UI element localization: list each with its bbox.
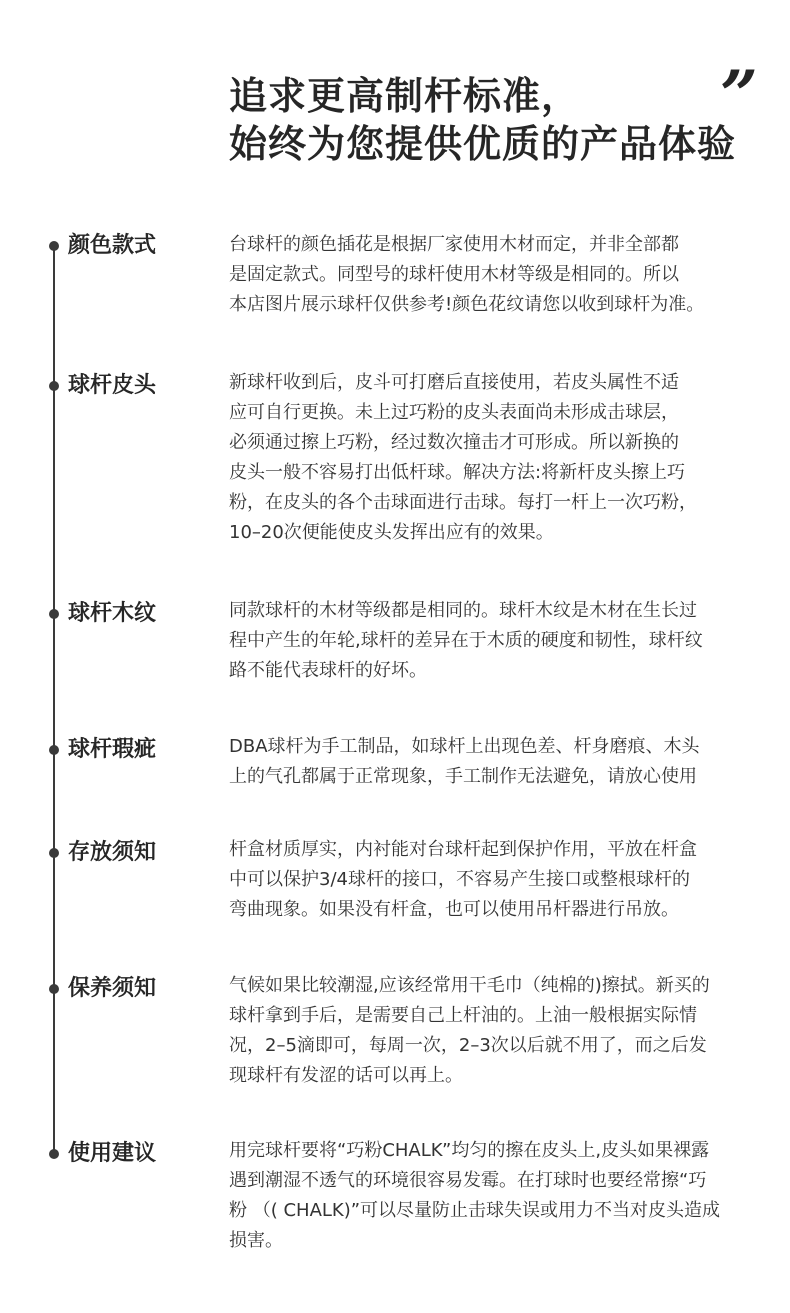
timeline-dot-icon [49, 609, 59, 619]
section-body [229, 732, 777, 792]
body-line: 皮头一般不容易打出低杆球。解决方法:将新杆皮头擦上巧 [229, 462, 686, 483]
body-line: 中可以保护3/4球杆的接口，不容易产生接口或整根球杆的 [229, 869, 690, 890]
section-body [229, 1136, 777, 1256]
headline-line-1: 追求更高制杆标准， [229, 74, 581, 118]
timeline-dot-icon [49, 1149, 59, 1159]
body-line: 粉，在皮头的各个击球面进行击球。每打一杆上一次巧粉， [229, 492, 697, 513]
body-line: 现球杆有发涩的话可以再上。 [229, 1065, 463, 1086]
page-headline [229, 72, 769, 168]
section-title: 球杆皮头 [68, 373, 157, 398]
headline-line-2: 始终为您提供优质的产品体验 [229, 122, 737, 166]
body-line: 路不能代表球杆的好坏。 [229, 660, 427, 681]
body-line: 是固定款式。同型号的球杆使用木材等级是相同的。所以 [229, 264, 679, 285]
body-line: 程中产生的年轮,球杆的差异在于木质的硬度和韧性，球杆纹 [229, 630, 703, 651]
body-line: 弯曲现象。如果没有杆盒，也可以使用吊杆器进行吊放。 [229, 899, 679, 920]
body-line: 同款球杆的木材等级都是相同的。球杆木纹是木材在生长过 [229, 600, 697, 621]
body-line: 粉 （( CHALK)”可以尽量防止击球失误或用力不当对皮头造成 [229, 1200, 721, 1221]
body-line: 损害。 [229, 1230, 283, 1251]
section-title: 颜色款式 [68, 233, 157, 258]
section-body [229, 596, 777, 686]
quote-mark-icon: ” [720, 56, 758, 134]
section-title: 球杆瑕疵 [68, 737, 157, 762]
body-line: 用完球杆要将“巧粉CHALK”均匀的擦在皮头上,皮头如果裸露 [229, 1140, 710, 1161]
body-line: 应可自行更换。未上过巧粉的皮头表面尚未形成击球层， [229, 402, 679, 423]
body-line: 必须通过擦上巧粉，经过数次撞击才可形成。所以新换的 [229, 432, 679, 453]
body-line: 台球杆的颜色插花是根据厂家使用木材而定，并非全部都 [229, 234, 679, 255]
body-line: 上的气孔都属于正常现象，手工制作无法避免，请放心使用 [229, 766, 697, 787]
body-line: 杆盒材质厚实，内衬能对台球杆起到保护作用，平放在杆盒 [229, 839, 697, 860]
body-line: 况，2–5滴即可，每周一次，2–3次以后就不用了，而之后发 [229, 1035, 707, 1056]
timeline-dot-icon [49, 381, 59, 391]
timeline-dot-icon [49, 984, 59, 994]
section-body [229, 835, 777, 925]
body-line: 遇到潮湿不透气的环境很容易发霉。在打球时也要经常擦“巧 [229, 1170, 707, 1191]
section-body [229, 971, 777, 1091]
section-title: 保养须知 [68, 976, 157, 1001]
body-line: DBA球杆为手工制品，如球杆上出现色差、杆身磨痕、木头 [229, 736, 700, 757]
body-line: 气候如果比较潮湿,应该经常用干毛巾（纯棉的)擦拭。新买的 [229, 975, 710, 996]
section-title: 使用建议 [68, 1141, 157, 1166]
section-title: 存放须知 [68, 840, 157, 865]
section-body [229, 368, 777, 548]
body-line: 球杆拿到手后，是需要自己上杆油的。上油一般根据实际情 [229, 1005, 697, 1026]
timeline-dot-icon [49, 241, 59, 251]
section-body [229, 230, 777, 320]
body-line: 本店图片展示球杆仅供参考!颜色花纹请您以收到球杆为准。 [229, 294, 705, 315]
body-line: 新球杆收到后，皮斗可打磨后直接使用，若皮头属性不适 [229, 372, 679, 393]
section-title: 球杆木纹 [68, 601, 157, 626]
body-line: 10–20次便能使皮头发挥出应有的效果。 [229, 522, 554, 543]
timeline-dot-icon [49, 848, 59, 858]
timeline-dot-icon [49, 745, 59, 755]
